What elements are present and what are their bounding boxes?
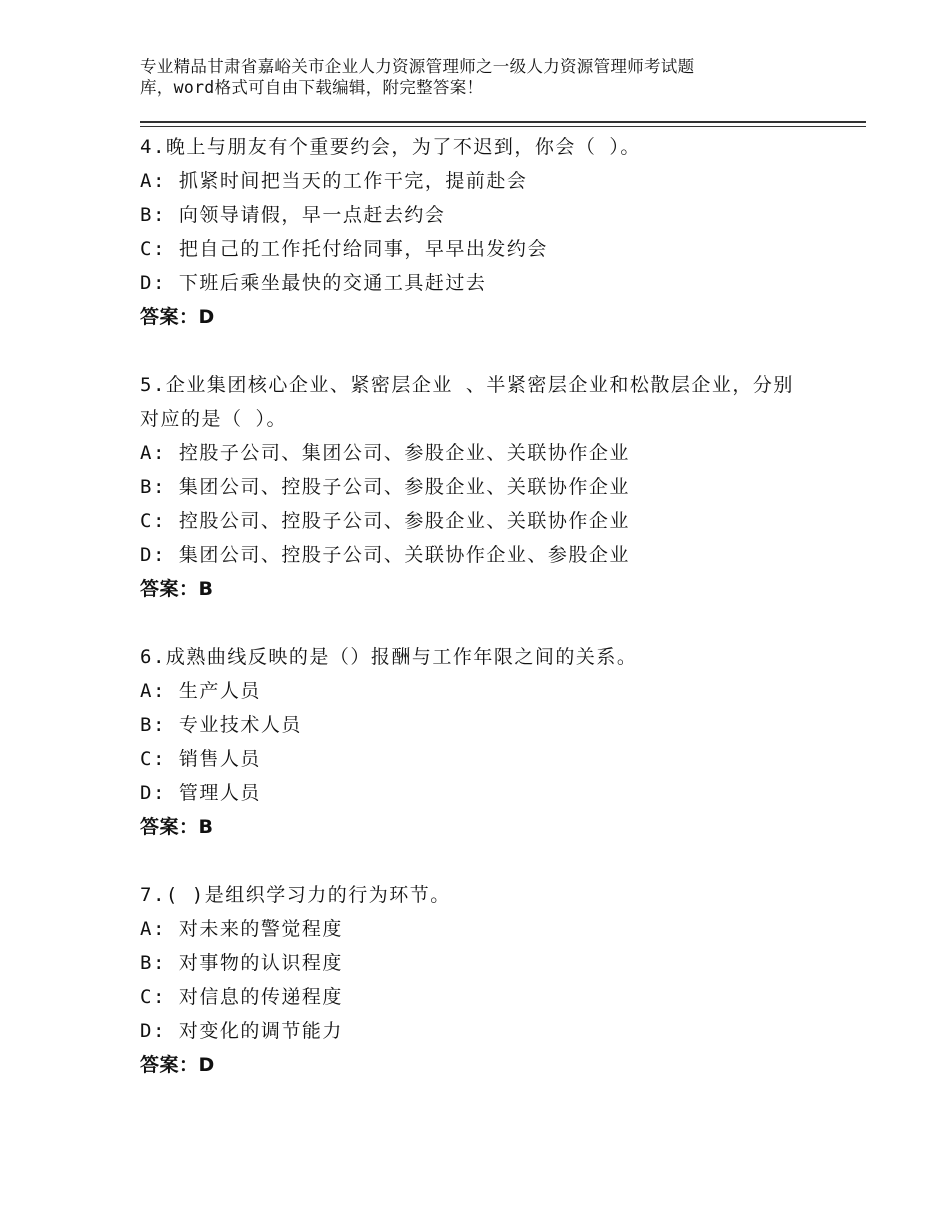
question-list xyxy=(140,130,840,1116)
question-5 xyxy=(140,368,840,606)
option-c: C: 把自己的工作托付给同事，早早出发约会 xyxy=(140,238,548,260)
option-b: B: 向领导请假，早一点赶去约会 xyxy=(140,204,446,226)
option-b: B: 对事物的认识程度 xyxy=(140,952,343,974)
question-7 xyxy=(140,878,840,1082)
option-c: C: 控股公司、控股子公司、参股企业、关联协作企业 xyxy=(140,510,630,532)
question-stem: 4.晚上与朋友有个重要约会，为了不迟到，你会（ ）。 xyxy=(140,136,641,158)
question-stem: 5.企业集团核心企业、紧密层企业 、半紧密层企业和松散层企业，分别对应的是（ ）。 xyxy=(140,374,794,430)
question-stem: 7.( )是组织学习力的行为环节。 xyxy=(140,884,451,906)
option-b: B: 专业技术人员 xyxy=(140,714,302,736)
header-title-line-1: 专业精品甘肃省嘉峪关市企业人力资源管理师之一级人力资源管理师考试题 xyxy=(140,57,695,76)
document-header xyxy=(140,56,800,98)
header-divider-thick xyxy=(140,121,866,123)
answer-label: 答案：B xyxy=(140,816,214,838)
option-c: C: 销售人员 xyxy=(140,748,261,770)
option-a: A: 对未来的警觉程度 xyxy=(140,918,343,940)
question-stem: 6.成熟曲线反映的是（）报酬与工作年限之间的关系。 xyxy=(140,646,638,668)
option-c: C: 对信息的传递程度 xyxy=(140,986,343,1008)
option-a: A: 抓紧时间把当天的工作干完，提前赴会 xyxy=(140,170,528,192)
answer-label: 答案：B xyxy=(140,578,214,600)
option-d: D: 集团公司、控股子公司、关联协作企业、参股企业 xyxy=(140,544,630,566)
option-b: B: 集团公司、控股子公司、参股企业、关联协作企业 xyxy=(140,476,630,498)
question-6 xyxy=(140,640,840,844)
option-d: D: 下班后乘坐最快的交通工具赶过去 xyxy=(140,272,487,294)
header-title-line-2: 库，word格式可自由下载编辑，附完整答案！ xyxy=(140,78,484,97)
option-a: A: 生产人员 xyxy=(140,680,261,702)
option-a: A: 控股子公司、集团公司、参股企业、关联协作企业 xyxy=(140,442,630,464)
option-d: D: 对变化的调节能力 xyxy=(140,1020,343,1042)
answer-label: 答案：D xyxy=(140,1054,215,1076)
answer-label: 答案：D xyxy=(140,306,215,328)
question-4 xyxy=(140,130,840,334)
option-d: D: 管理人员 xyxy=(140,782,261,804)
header-divider-thin xyxy=(140,126,866,127)
